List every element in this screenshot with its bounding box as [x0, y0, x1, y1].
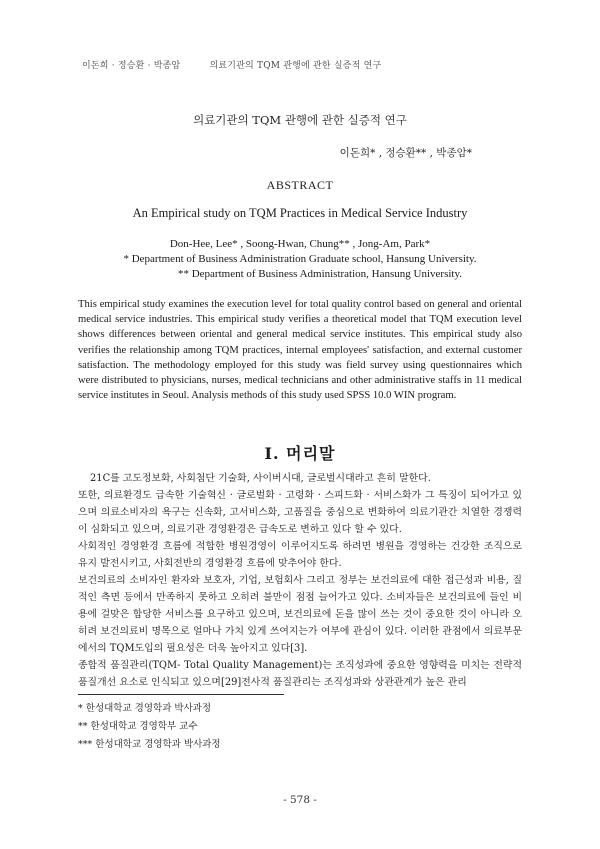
korean-title: 의료기관의 TQM 관행에 관한 실증적 연구	[193, 113, 407, 127]
footnote-item: *** 한성대학교 경영학과 박사과정	[78, 739, 221, 750]
body-paragraph: 종합적 품질관리(TQM- Total Quality Management)는 조직성과에 중요한 영향력을 미치는 전략적 품질개선 요소로 인식되고 있으며[29]전사적 품질관리는 조직성과와 상관관계가 높은 관리	[78, 660, 522, 688]
abstract-heading: ABSTRACT	[266, 178, 334, 192]
footnote-item: * 한성대학교 경영학과 박사과정	[78, 703, 212, 714]
english-title: An Empirical study on TQM Practices in Medical Service Industry	[132, 206, 468, 220]
footnotes	[78, 700, 221, 754]
running-head	[82, 58, 381, 71]
footnote-divider	[78, 694, 284, 695]
body-paragraph: 사회적인 경영환경 흐름에 적합한 병원경영이 이루어지도록 하려면 병원을 경영하는 건강한 조직으로 유지 발전시키고, 사회전반의 경영환경 흐름에 맞추어야 한다.	[78, 541, 522, 569]
body-paragraph: 21C를 고도정보화, 사회첨단 기술화, 사이버시대, 글로벌시대라고 흔히 말한다.	[90, 473, 431, 484]
section-heading: I. 머리말	[264, 444, 336, 463]
body-paragraph: 보건의료의 소비자인 환자와 보호자, 기업, 보험회사 그리고 정부는 보건의료에 대한 접근성과 비용, 질적인 측면 등에서 만족하지 못하고 오히려 불만이 점점 늘어가고 있다. 소비자들은 보건의료에 들인 비용에 걸맞은 합당한 서비스를 요구하고 있으며, 보건의료에 돈을 많이 쓰는 것이 중요한 것이 아니라 오히려 보건의료비 명목으로 얼마나 가치 있게 쓰여지는가 여부에 관심이 있다. 이러한 관점에서 의료부문에서의 TQM도입의 필요성은 더욱 높아지고 있다[3].	[78, 575, 522, 654]
abstract-body: This empirical study examines the execution level for total quality control based on general and oriental medical service industries. This empirical study verifies a theoretical model that TQM execution level shows differences between oriental and general medical service institutes. This empirical study also verifies the relationship among TQM practices, internal employees' satisfaction, and external customer satisfaction. The methodology employed for this study was field survey using questionnaires which were distributed to physicians, nurses, medical technicians and other administrative staffs in 11 medical service institutes in Seoul. Analysis methods of this study used SPSS 10.0 WIN program.	[78, 299, 522, 402]
english-authors: Don-Hee, Lee* , Soong-Hwan, Chung** , Jong-Am, Park*	[169, 238, 431, 250]
body-paragraph: 또한, 의료환경도 급속한 기술혁신 · 글로벌화 · 고령화 · 스피드화 · 서비스화가 그 특징이 되어가고 있으며 의료소비자의 욕구는 신속화, 고서비스화, 고품질을 중심으로 변화하여 의료기관간 치열한 경쟁력이 심화되고 있으며, 의료기관 경영환경은 급속도로 변하고 있다 할 수 있다.	[78, 490, 522, 535]
korean-authors: 이돈희* , 정승환** , 박종암*	[339, 147, 472, 159]
page-number: - 578 -	[283, 794, 317, 806]
running-head-authors: 이돈희 · 정승환 · 박종암	[82, 61, 181, 71]
affiliation-1: * Department of Business Administration Graduate school, Hansung University.	[123, 253, 477, 265]
footnote-item: ** 한성대학교 경영학부 교수	[78, 721, 198, 732]
running-head-title: 의료기관의 TQM 관행에 관한 실증적 연구	[209, 61, 382, 71]
affiliation-2: ** Department of Business Administration, Hansung University.	[177, 268, 463, 280]
section-body	[78, 470, 522, 691]
